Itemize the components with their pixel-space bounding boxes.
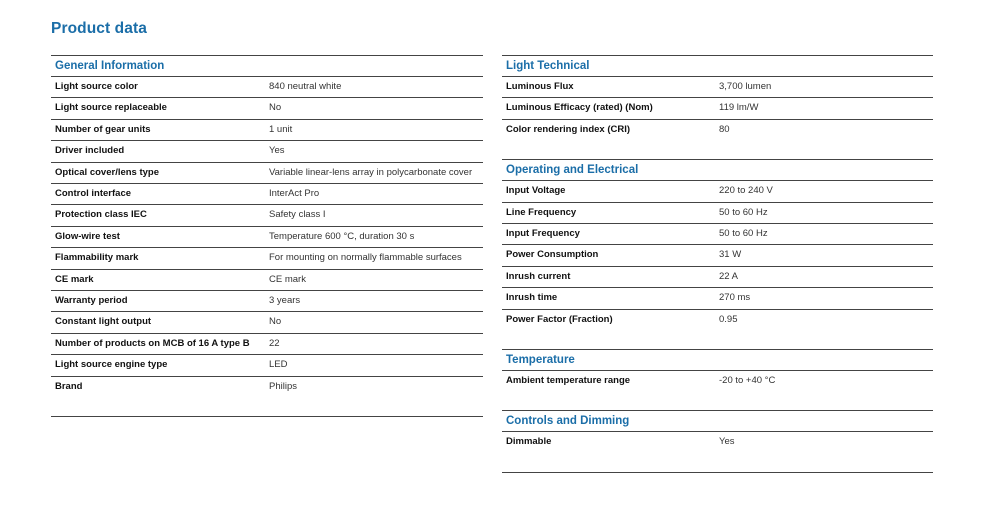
spec-value: 220 to 240 V	[719, 185, 773, 197]
spec-row	[51, 98, 483, 119]
table-end-spacer	[51, 397, 483, 416]
spec-row	[51, 355, 483, 376]
spec-label: Brand	[55, 380, 83, 392]
spec-label: Dimmable	[506, 436, 552, 448]
spec-label: Optical cover/lens type	[55, 166, 160, 178]
spec-value: 840 neutral white	[269, 81, 342, 92]
section-title: Temperature	[502, 350, 933, 371]
spec-label: Constant light output	[55, 316, 152, 328]
spec-label: Inrush current	[506, 270, 571, 282]
spec-row	[51, 141, 483, 162]
spec-label: Control interface	[55, 188, 132, 200]
spec-value: 1 unit	[269, 123, 293, 135]
spec-value: Safety class I	[269, 209, 326, 221]
section-title: Light Technical	[502, 56, 933, 77]
spec-value: Variable linear-lens array in polycarbonate cover	[269, 166, 473, 178]
spec-row	[51, 270, 483, 291]
spec-label: Input Frequency	[506, 228, 580, 240]
spec-label: Glow-wire test	[55, 230, 120, 242]
section-spacer	[502, 391, 933, 411]
spec-value: InterAct Pro	[269, 188, 320, 200]
section-title: Controls and Dimming	[502, 411, 933, 432]
spec-label: Inrush time	[506, 292, 558, 304]
spec-row	[502, 432, 933, 452]
section-spacer	[502, 140, 933, 160]
spec-label: Power Consumption	[506, 249, 599, 261]
spec-value: No	[269, 316, 282, 328]
spec-row	[502, 310, 933, 330]
spec-value: No	[269, 102, 282, 114]
spec-row	[502, 98, 933, 119]
spec-label: Number of products on MCB of 16 A type B	[55, 337, 250, 349]
spec-label: Color rendering index (CRI)	[506, 123, 631, 135]
spec-row	[502, 181, 933, 202]
spec-value: Yes	[719, 436, 735, 448]
spec-value: 3,700 lumen	[719, 81, 772, 92]
spec-row	[502, 288, 933, 309]
spec-label: Power Factor (Fraction)	[506, 313, 613, 325]
spec-value: Yes	[269, 145, 285, 157]
spec-label: Ambient temperature range	[506, 375, 631, 387]
spec-value: Temperature 600 °C, duration 30 s	[269, 230, 415, 242]
spec-row	[51, 377, 483, 397]
spec-section	[502, 160, 933, 330]
spec-value: 270 ms	[719, 292, 751, 304]
table-end-spacer	[502, 453, 933, 472]
spec-row	[51, 334, 483, 355]
spec-value: 80	[719, 123, 730, 135]
spec-row	[51, 205, 483, 226]
spec-row	[502, 203, 933, 224]
spec-row	[51, 120, 483, 141]
spec-label: Light source replaceable	[55, 102, 167, 114]
spec-row	[51, 227, 483, 248]
spec-value: 50 to 60 Hz	[719, 228, 768, 240]
spec-row	[51, 163, 483, 184]
spec-section	[502, 411, 933, 452]
section-spacer	[502, 330, 933, 350]
spec-value: 0.95	[719, 313, 738, 325]
table-end-rule	[51, 416, 483, 417]
spec-row	[51, 291, 483, 312]
spec-value: 119 lm/W	[719, 102, 759, 114]
spec-label: Line Frequency	[506, 206, 577, 218]
spec-label: Light source color	[55, 81, 138, 92]
spec-section	[502, 350, 933, 391]
spec-value: For mounting on normally flammable surfaces	[269, 252, 462, 264]
spec-row	[502, 267, 933, 288]
spec-label: Warranty period	[55, 295, 128, 307]
spec-row	[51, 184, 483, 205]
spec-value: 22	[269, 337, 280, 349]
section-title: General Information	[51, 56, 483, 77]
spec-value: -20 to +40 °C	[719, 375, 776, 387]
spec-value: Philips	[269, 380, 297, 392]
page-title: Product data	[51, 20, 147, 37]
spec-row	[51, 312, 483, 333]
spec-label: CE mark	[55, 273, 94, 285]
spec-value: CE mark	[269, 273, 306, 285]
spec-value: 3 years	[269, 295, 301, 307]
spec-label: Light source engine type	[55, 359, 168, 371]
spec-value: 50 to 60 Hz	[719, 206, 768, 218]
spec-row	[502, 77, 933, 98]
spec-label: Luminous Flux	[506, 81, 574, 92]
spec-label: Input Voltage	[506, 185, 566, 197]
spec-row	[502, 245, 933, 266]
spec-value: LED	[269, 359, 288, 371]
table-end-rule	[502, 472, 933, 473]
spec-section	[51, 55, 483, 397]
spec-row	[502, 224, 933, 245]
spec-label: Protection class IEC	[55, 209, 147, 221]
spec-row	[502, 371, 933, 391]
spec-value: 22 A	[719, 270, 739, 282]
spec-label: Number of gear units	[55, 123, 151, 135]
left-column	[51, 55, 483, 417]
spec-row	[51, 248, 483, 269]
right-column	[502, 55, 933, 473]
spec-section	[502, 55, 933, 140]
spec-label: Driver included	[55, 145, 125, 157]
spec-row	[51, 77, 483, 98]
spec-label: Flammability mark	[55, 252, 139, 264]
spec-row	[502, 120, 933, 140]
spec-label: Luminous Efficacy (rated) (Nom)	[506, 102, 653, 114]
spec-value: 31 W	[719, 249, 742, 261]
section-title: Operating and Electrical	[502, 160, 933, 181]
